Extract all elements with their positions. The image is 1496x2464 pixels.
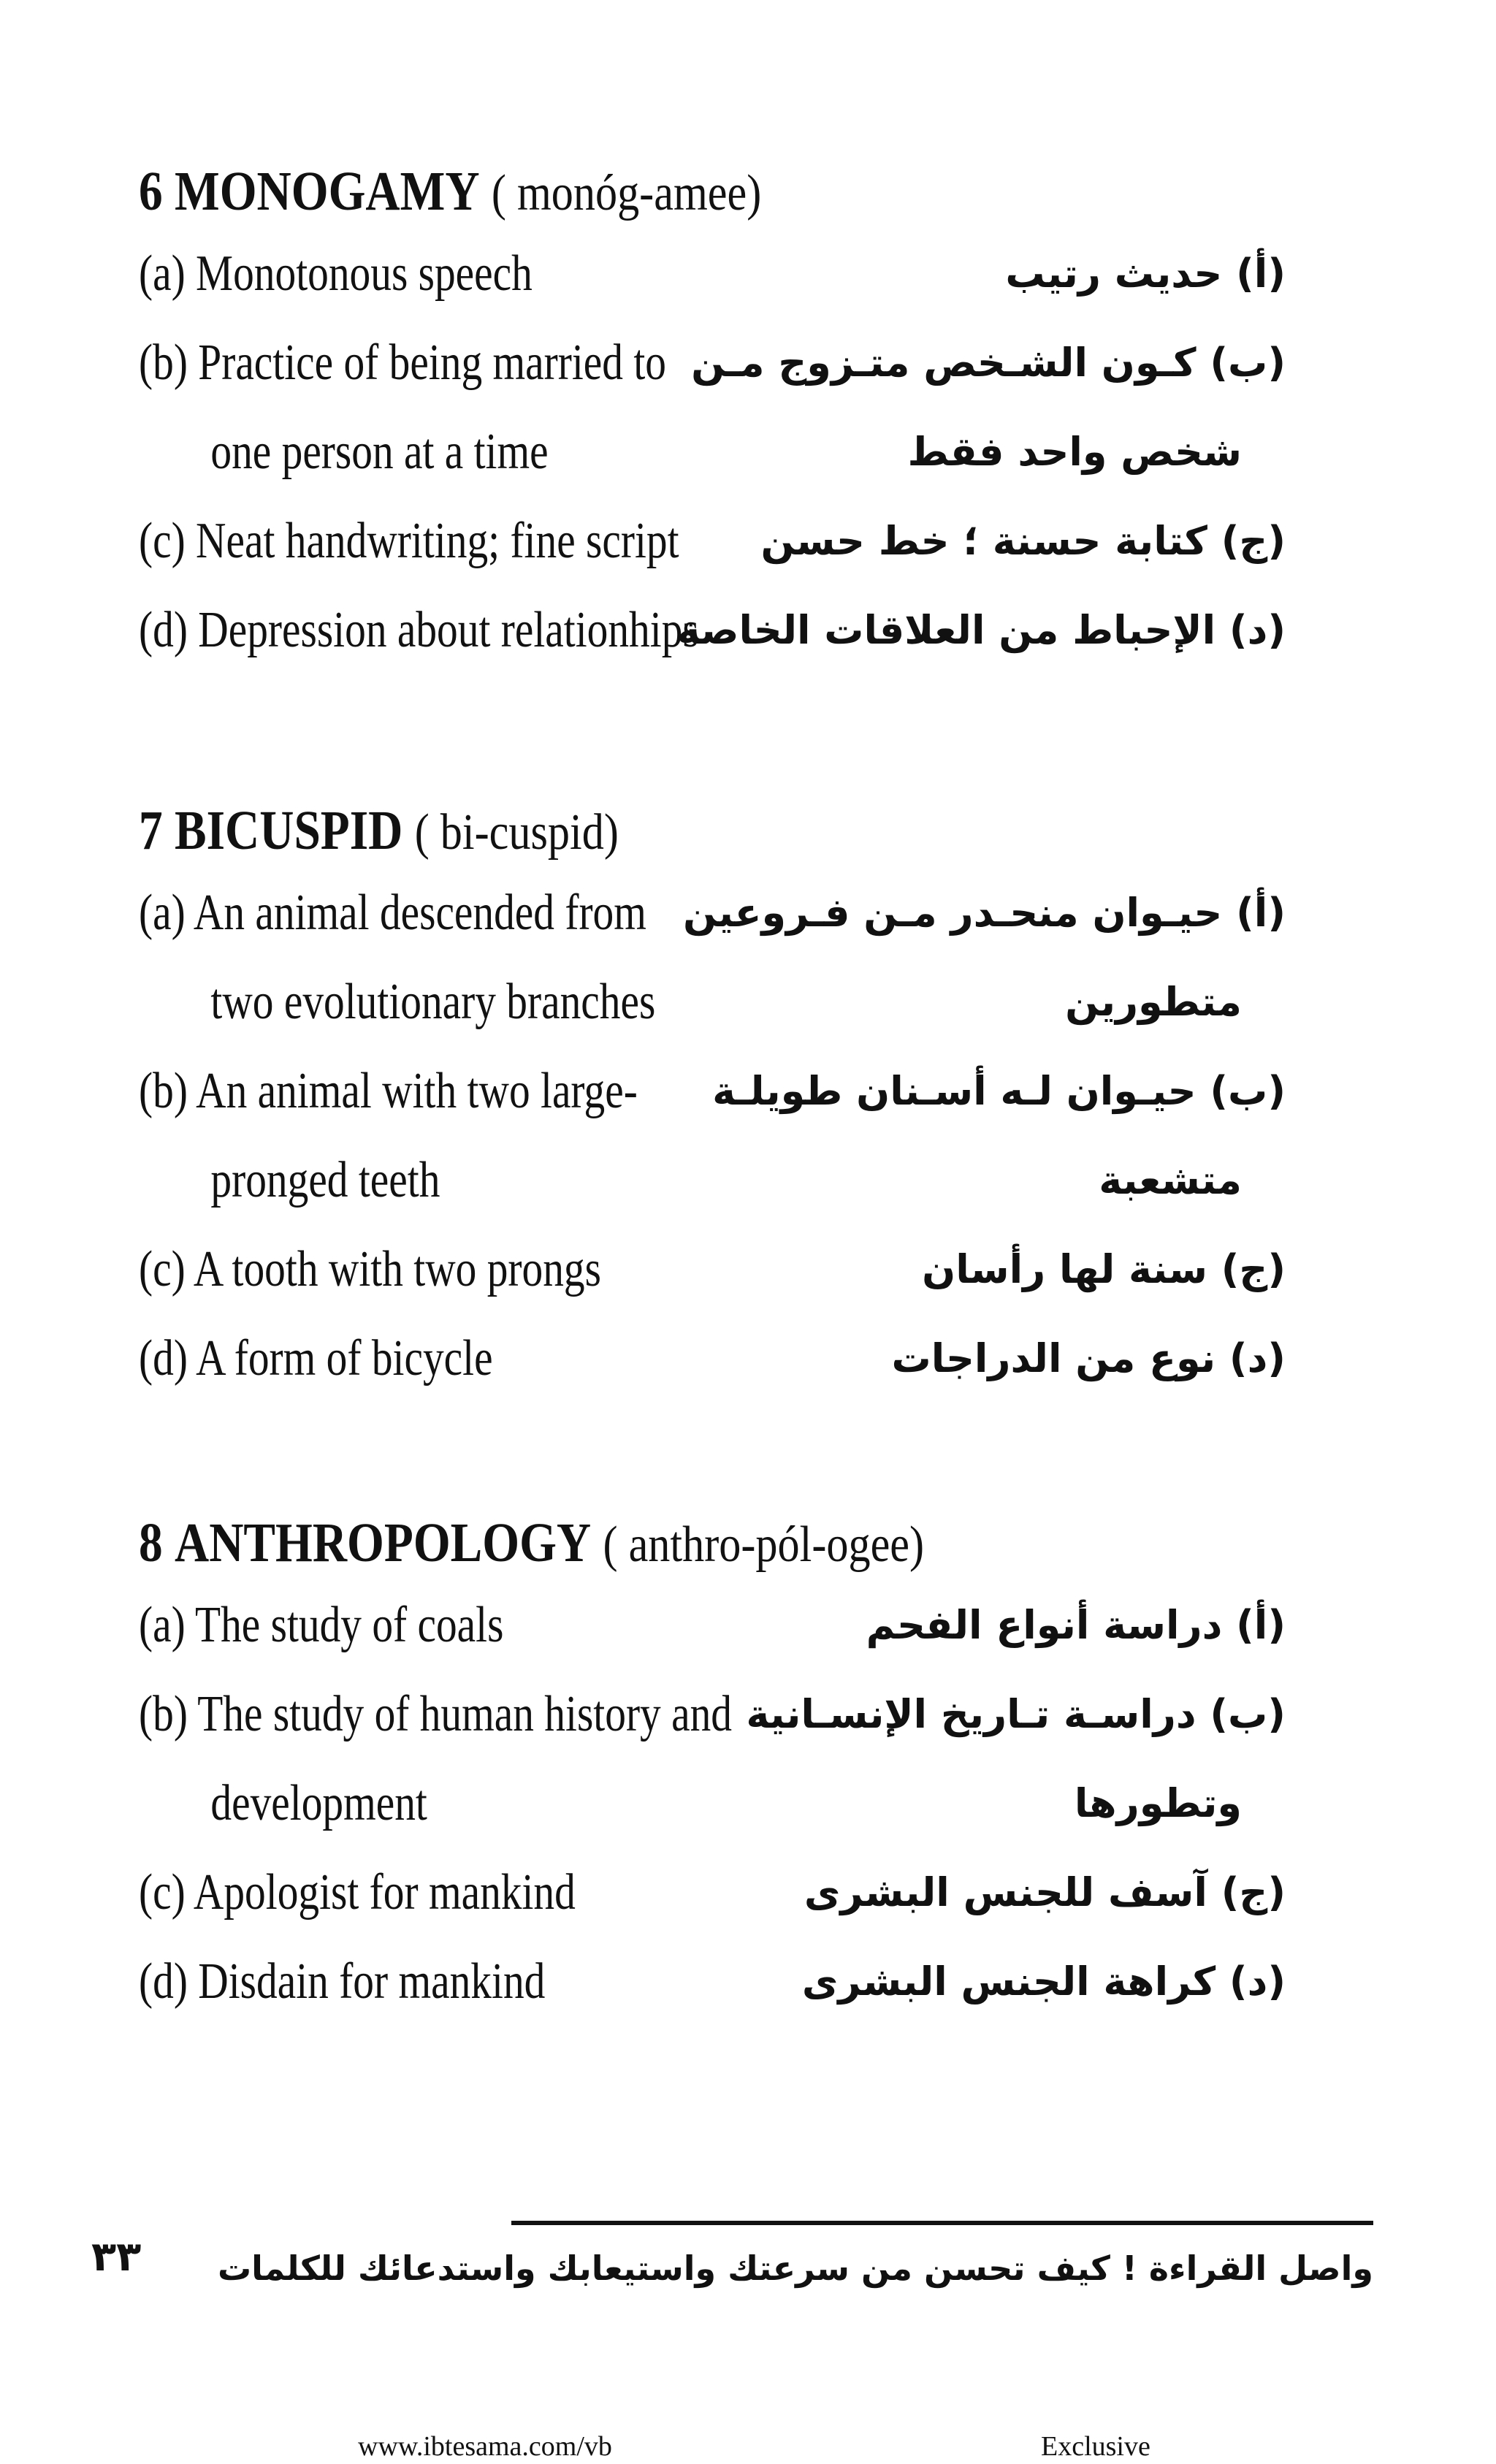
option-english-continuation: two evolutionary branches [210, 974, 656, 1030]
option-english [139, 319, 678, 497]
option-english-line: (d) A form of bicycle [139, 1330, 493, 1387]
item-pronunciation: ( monóg-amee) [491, 165, 762, 221]
option-english-line: (d) Disdain for mankind [139, 1953, 546, 2010]
item-heading [139, 1505, 1144, 1581]
option-arabic-continuation: متطورين [1065, 979, 1242, 1025]
option-arabic [691, 319, 1286, 497]
option-english-line: (a) The study of coals [139, 1597, 504, 1653]
option-b [139, 319, 1308, 497]
option-arabic-line: (أ) دراسة أنواع الفحم [866, 1602, 1286, 1648]
option-arabic-line: (أ) حيـوان منحـدر مـن فـروعين [682, 890, 1286, 936]
option-english-continuation: development [210, 1775, 427, 1831]
item-pronunciation: ( bi-cuspid) [414, 804, 619, 861]
option-a [139, 869, 1308, 1047]
option-arabic [676, 586, 1286, 675]
option-a [139, 1581, 1308, 1670]
option-arabic [730, 1937, 1286, 2026]
option-english-continuation: one person at a time [210, 424, 549, 480]
option-english [139, 869, 678, 1047]
option-arabic-line: (د) نوع من الدراجات [891, 1335, 1286, 1381]
option-arabic [682, 869, 1286, 1047]
option-english [139, 1670, 732, 1848]
option-english [139, 1225, 678, 1314]
option-english [139, 1314, 678, 1403]
item-number: 8 [139, 1512, 163, 1574]
option-arabic-line: (د) الإحباط من العلاقات الخاصة [676, 607, 1286, 653]
option-c [139, 497, 1308, 586]
quiz-item-monogamy [139, 153, 1308, 675]
option-english [139, 586, 699, 675]
option-arabic [730, 1581, 1286, 1670]
option-english-line: (b) The study of human history and [139, 1686, 732, 1742]
option-english-line: (a) An animal descended from [139, 885, 646, 941]
option-arabic [730, 497, 1286, 586]
site-url: www.ibtesama.com/vb [358, 2431, 612, 2462]
option-english-line: (a) Monotonous speech [139, 245, 533, 302]
option-d [139, 1314, 1308, 1403]
site-tag: Exclusive [1041, 2431, 1150, 2462]
quiz-item-bicuspid [139, 793, 1308, 1403]
option-a [139, 229, 1308, 319]
option-english-line: (d) Depression about relationhips [139, 602, 699, 658]
item-heading [139, 793, 1144, 869]
item-number: 7 [139, 800, 163, 861]
option-b [139, 1670, 1308, 1848]
option-arabic-continuation: متشعبة [1099, 1157, 1242, 1203]
item-word: ANTHROPOLOGY [175, 1512, 592, 1574]
item-word: MONOGAMY [175, 161, 480, 222]
option-english [139, 1937, 678, 2026]
option-english-line: (b) Practice of being married to [139, 335, 666, 391]
option-c [139, 1225, 1308, 1314]
option-d [139, 586, 1308, 675]
option-english-line: (b) An animal with two large- [139, 1063, 638, 1119]
option-b [139, 1047, 1308, 1225]
option-arabic-line: (ج) سنة لها رأسان [922, 1246, 1286, 1292]
option-arabic-continuation: شخص واحد فقط [907, 429, 1242, 475]
option-arabic-line: (ب) حيـوان لـه أسـنان طويلـة [712, 1068, 1286, 1114]
option-arabic [730, 1670, 1286, 1848]
option-arabic [730, 1848, 1286, 1937]
item-pronunciation: ( anthro-pól-ogee) [603, 1517, 925, 1573]
option-arabic-line: (ب) دراسـة تـاريخ الإنسـانية [746, 1691, 1286, 1737]
option-english [139, 1047, 678, 1225]
option-english-line: (c) A tooth with two prongs [139, 1241, 601, 1297]
page-number: ٣٣ [91, 2233, 142, 2281]
option-arabic [730, 229, 1286, 319]
option-arabic [730, 1314, 1286, 1403]
option-arabic-line: (أ) حديث رتيب [1005, 251, 1286, 297]
option-english [139, 229, 678, 319]
footer-divider [511, 2221, 1373, 2225]
option-d [139, 1937, 1308, 2026]
item-word: BICUSPID [175, 800, 403, 861]
option-c [139, 1848, 1308, 1937]
option-english-line: (c) Neat handwriting; fine script [139, 513, 679, 569]
option-english [139, 1581, 678, 1670]
option-english-continuation: pronged teeth [210, 1152, 440, 1208]
option-english-line: (c) Apologist for mankind [139, 1864, 576, 1921]
option-arabic-line: (د) كراهة الجنس البشرى [801, 1958, 1286, 2005]
option-arabic-line: (ب) كـون الشـخص متـزوج مـن [691, 340, 1286, 386]
option-arabic-line: (ج) كتابة حسنة ؛ خط حسن [760, 518, 1286, 564]
option-english [139, 1848, 678, 1937]
quiz-item-anthropology [139, 1505, 1308, 2026]
item-number: 6 [139, 161, 163, 222]
running-footer-title: واصل القراءة ! كيف تحسن من سرعتك واستيعابك واستدعائك للكلمات [217, 2249, 1373, 2288]
option-arabic [712, 1047, 1286, 1225]
option-arabic [730, 1225, 1286, 1314]
option-arabic-continuation: وتطورها [1074, 1780, 1242, 1826]
item-heading [139, 153, 1144, 229]
option-english [139, 497, 678, 586]
option-arabic-line: (ج) آسف للجنس البشرى [804, 1869, 1286, 1915]
